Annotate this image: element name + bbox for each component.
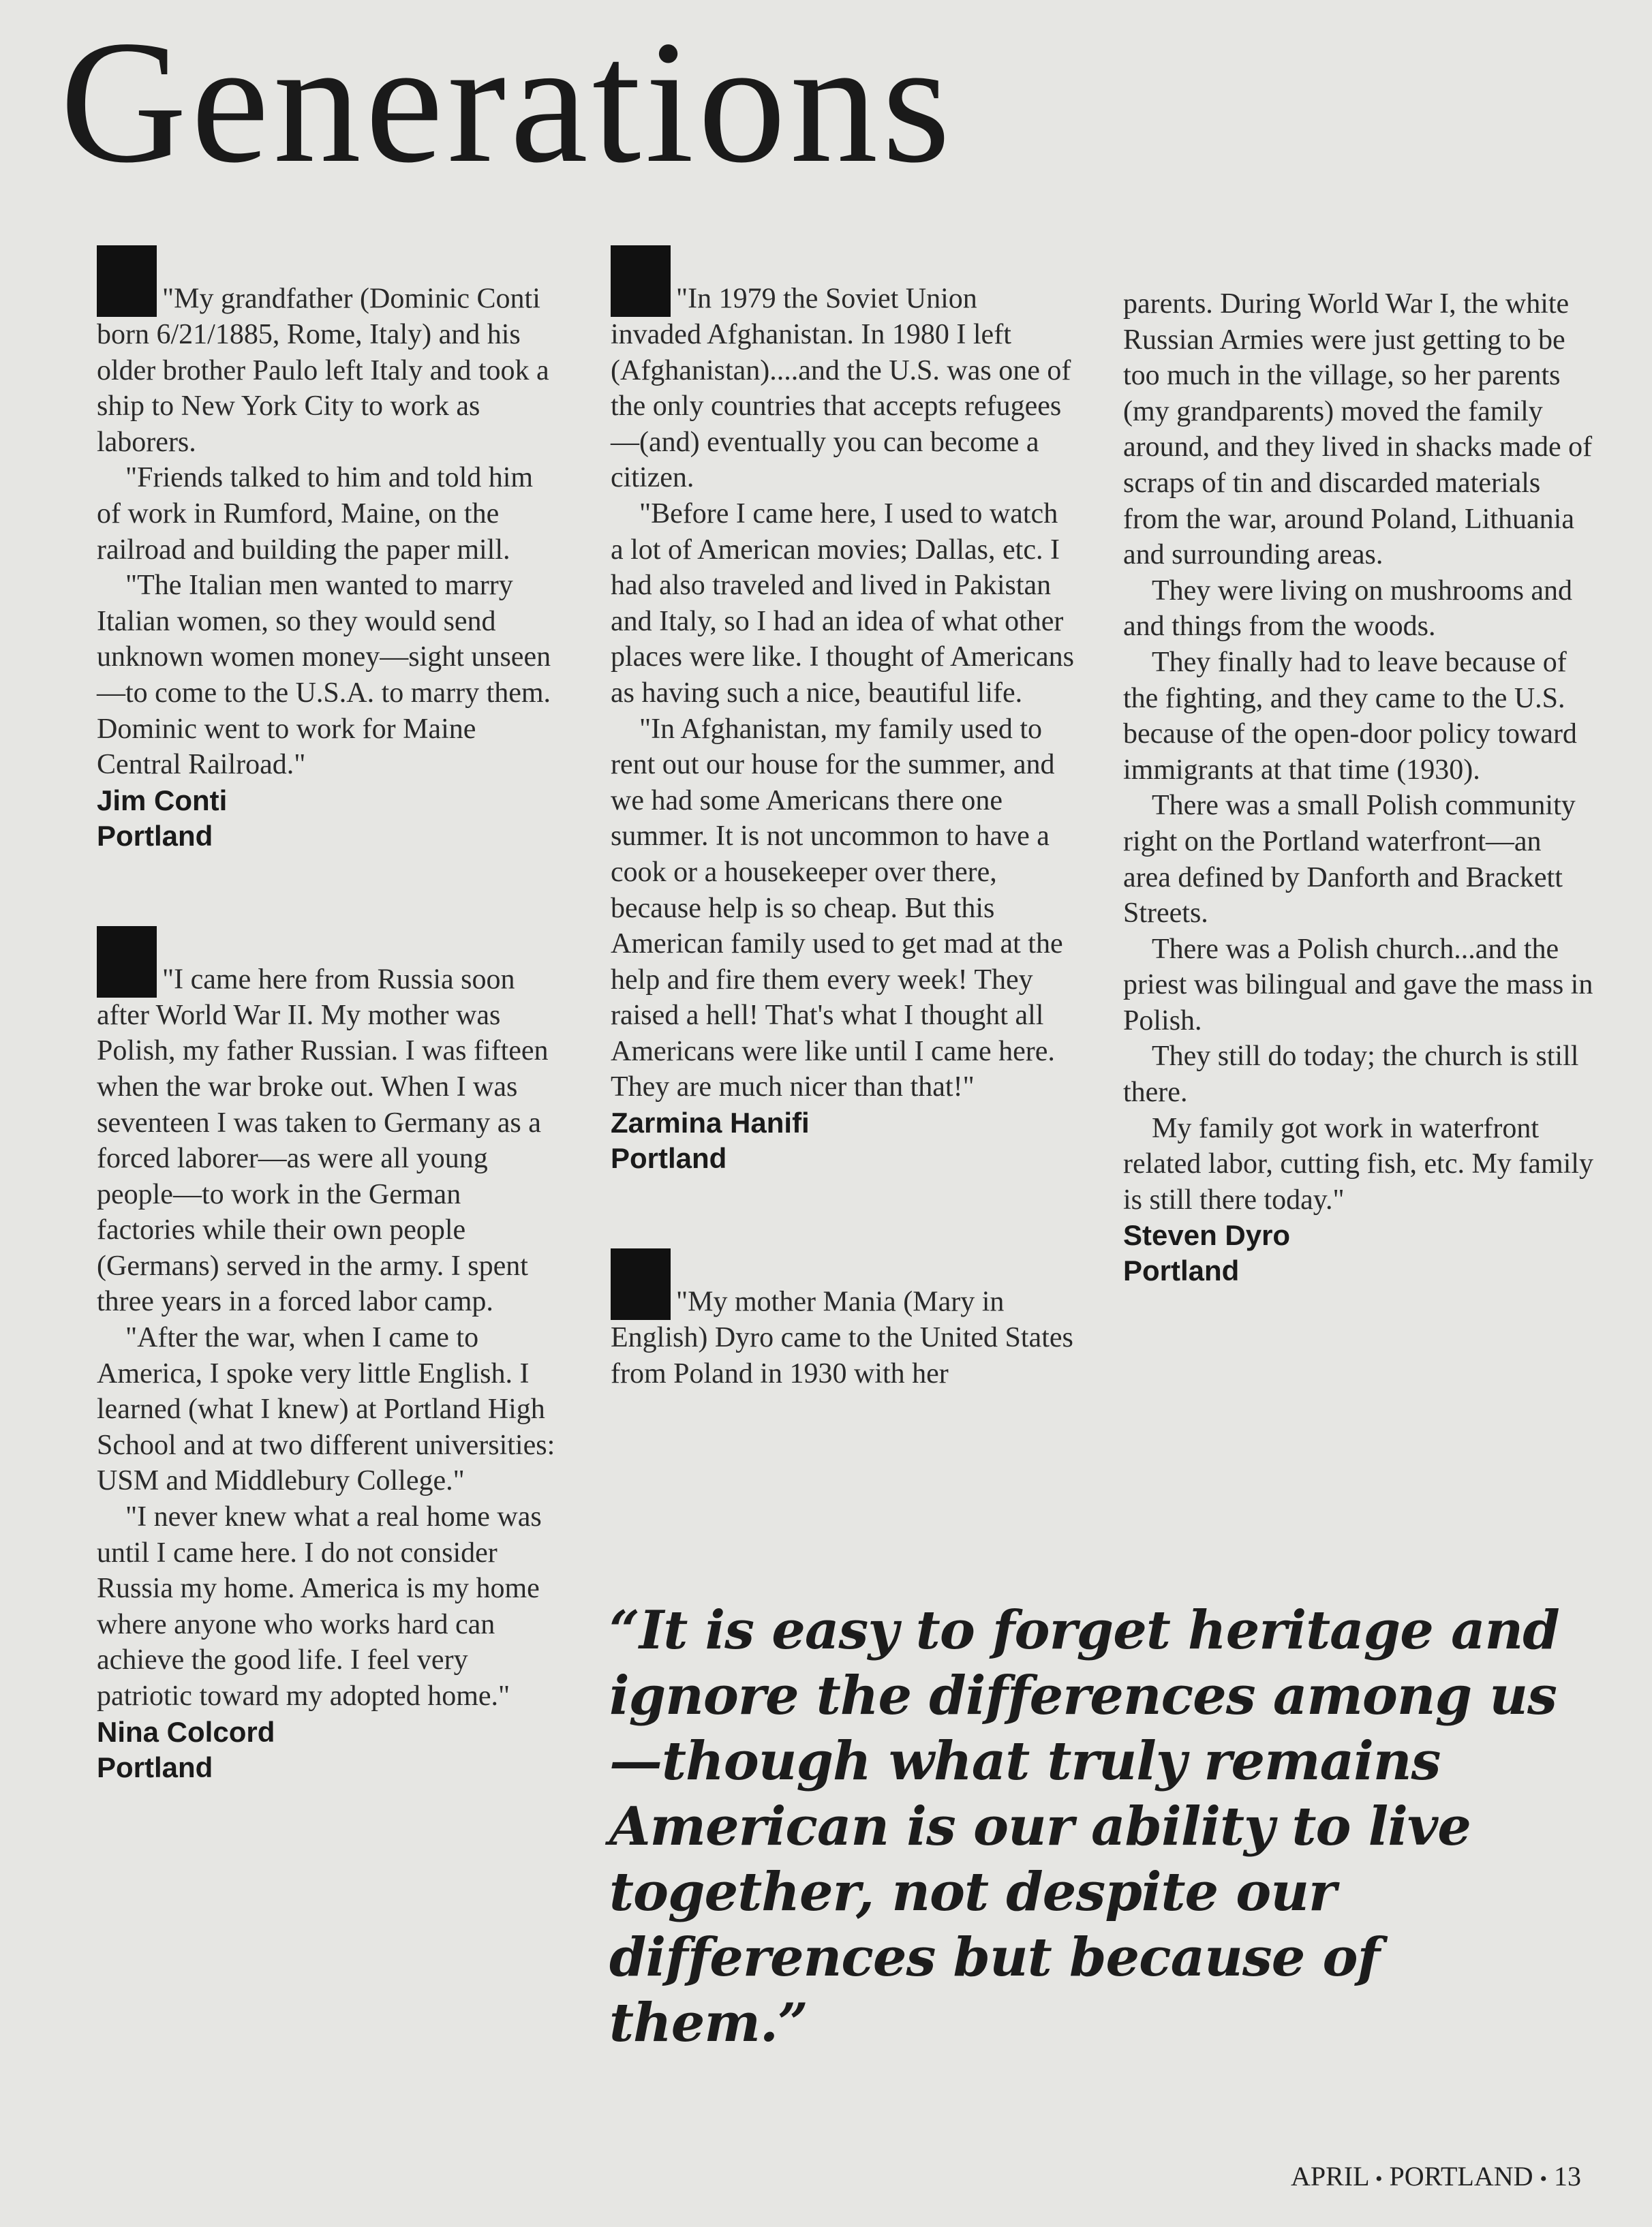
author-city: Portland	[1123, 1255, 1240, 1287]
story-zarmina-hanifi	[611, 245, 1074, 1176]
story-paragraph: "In Afghanistan, my family used to rent out our house for the summer, and we had some Americans there one summer. It is not uncommon to have a cook or a housekeeper over there, because help is so cheap. But this American family used to get mad at the help and fire them every week! They raised a hell! That's what I thought all Americans were like until I came here. They are much nicer than that!"	[611, 713, 1063, 1103]
pull-quote: “It is easy to forget heritage and ignore the differences among us—though what truly remains American is our ability to live together, not despite our differences but because of them.”	[609, 1599, 1559, 2054]
story-paragraph: "The Italian men wanted to marry Italian women, so they would send unknown women money—sight unseen—to come to the U.S.A. to marry them. Dominic went to work for Maine Central Railroad."	[97, 570, 551, 781]
story-paragraph: They were living on mushrooms and and things from the woods.	[1123, 574, 1573, 643]
folio-separator: •	[1375, 2167, 1383, 2190]
story-jim-conti	[97, 245, 560, 854]
story-paragraph: "I never knew what a real home was until I came here. I do not consider Russia my home. America is my home where anyone who works hard can achieve the good life. I feel very patriotic toward my adopted home."	[97, 1501, 542, 1712]
story-nina-colcord	[97, 926, 560, 1785]
story-marker	[97, 245, 157, 317]
story-paragraph: There was a Polish church...and the priest was bilingual and gave the mass in Polish.	[1123, 933, 1593, 1036]
story-paragraph: My family got work in waterfront related labor, cutting fish, etc. My family is still there today."	[1123, 1112, 1593, 1216]
story-marker	[97, 926, 157, 998]
story-paragraph: They still do today; the church is still there.	[1123, 1041, 1579, 1109]
story-paragraph: "After the war, when I came to America, I spoke very little English. I learned (what I knew) at Portland High School and at two different universities: USM and Middlebury College."	[97, 1322, 555, 1497]
author-city: Portland	[97, 819, 213, 852]
story-paragraph: "My mother Mania (Mary in English) Dyro came to the United States from Poland in 1930 with her	[611, 1286, 1073, 1389]
story-paragraph: There was a small Polish community right on the Portland waterfront—an area defined by Danforth and Brackett Streets.	[1123, 790, 1576, 930]
story-paragraph: "In 1979 the Soviet Union invaded Afghanistan. In 1980 I left (Afghanistan)....and the U.S. was one of the only countries that accepts refugees—(and) eventually you can become a citizen.	[611, 283, 1071, 494]
column-middle	[611, 245, 1074, 1392]
column-right	[1123, 286, 1593, 1289]
author-city: Portland	[97, 1751, 213, 1783]
story-paragraph: "Friends talked to him and told him of work in Rumford, Maine, on the railroad and building the paper mill.	[97, 462, 534, 566]
story-paragraph: parents. During World War I, the white Russian Armies were just getting to be too much in the village, so her parents (my grandparents) moved the family around, and they lived in shacks made of scraps of tin and discarded materials from the war, around Poland, Lithuania and surrounding areas.	[1123, 288, 1593, 571]
page-title: Generations	[60, 4, 955, 199]
author-name: Nina Colcord	[97, 1715, 275, 1748]
story-paragraph: They finally had to leave because of the fighting, and they came to the U.S. because of the open-door policy toward immigrants at that time (1930).	[1123, 646, 1577, 786]
folio-page-number: 13	[1554, 2161, 1581, 2192]
author-name: Steven Dyro	[1123, 1219, 1291, 1252]
author-city: Portland	[611, 1142, 727, 1175]
story-marker	[611, 245, 671, 317]
author-name: Zarmina Hanifi	[611, 1107, 810, 1139]
story-paragraph: "My grandfather (Dominic Conti born 6/21/1885, Rome, Italy) and his older brother Paulo left Italy and took a ship to New York City to work as laborers.	[97, 283, 549, 458]
column-left	[97, 245, 560, 1785]
story-marker	[611, 1248, 671, 1320]
folio-month: APRIL	[1290, 2161, 1369, 2192]
page-folio	[1291, 2160, 1581, 2192]
author-name: Jim Conti	[97, 784, 228, 816]
story-paragraph: "Before I came here, I used to watch a lot of American movies; Dallas, etc. I had also traveled and lived in Pakistan and Italy, so I had an idea of what other places were like. I thought of Americans as having such a nice, beautiful life.	[611, 497, 1074, 709]
story-paragraph: "I came here from Russia soon after World War II. My mother was Polish, my father Russian. I was fifteen when the war broke out. When I was seventeen I was taken to Germany as a forced laborer—as were all young people—to work in the German factories while their own people (Germans) served in the army. I spent three years in a forced labor camp.	[97, 964, 549, 1318]
folio-separator: •	[1540, 2167, 1547, 2190]
folio-magazine: PORTLAND	[1389, 2161, 1533, 2192]
story-steven-dyro-continued	[1123, 286, 1593, 1289]
story-steven-dyro-start	[611, 1248, 1074, 1392]
